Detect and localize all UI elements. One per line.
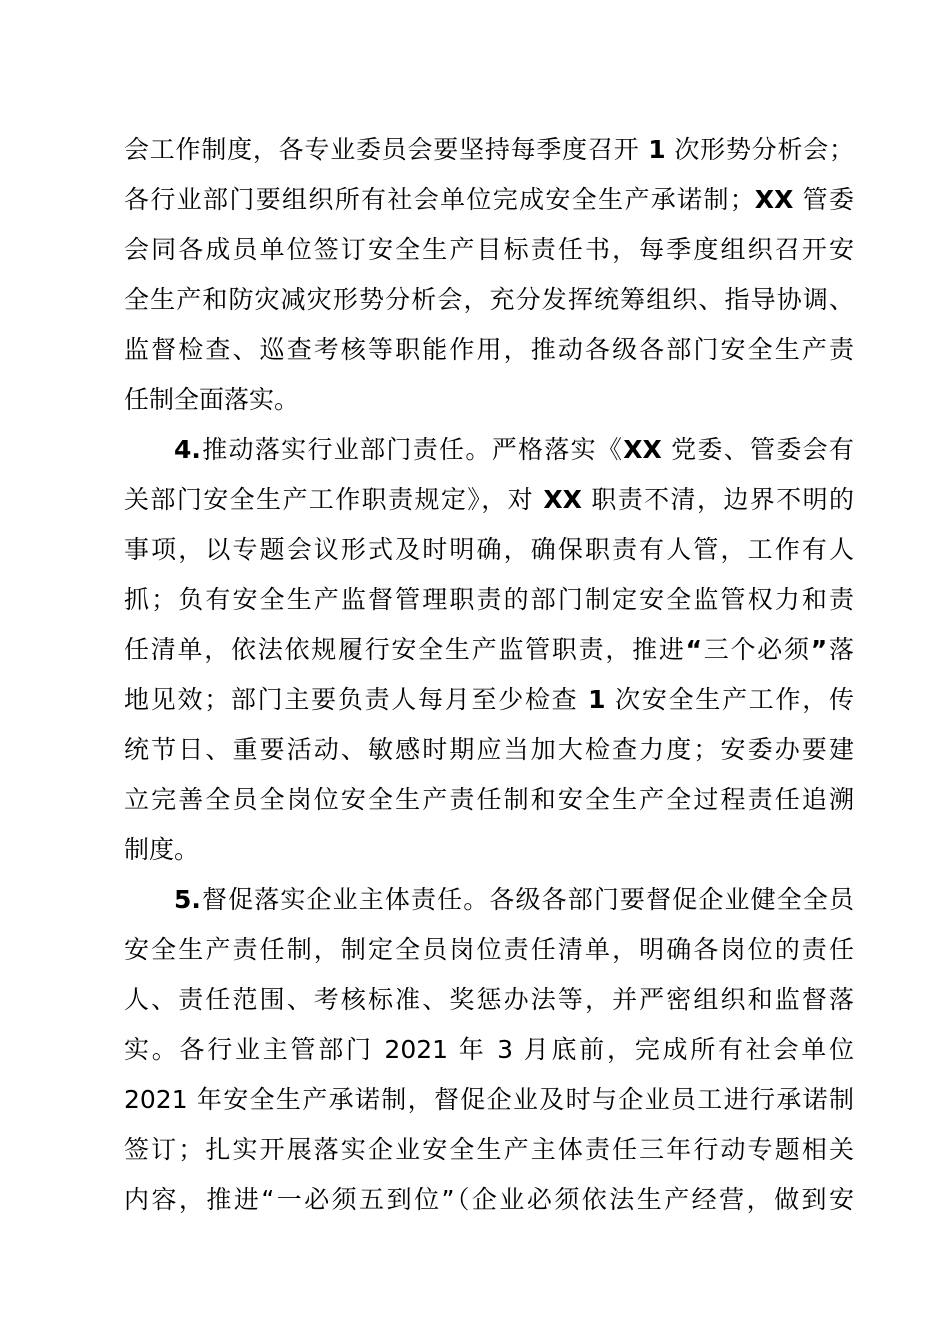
text-run: 全生产和防灾减灾形势分析会，充分发挥统筹组织、指导协调、	[124, 285, 854, 314]
text-line	[124, 525, 854, 575]
text-line	[124, 975, 854, 1025]
bold-run: “	[685, 635, 703, 664]
text-run: 会工作制度，各专业委员会要坚持每季度召开	[124, 135, 649, 164]
text-run: 任制全面落实。	[124, 385, 300, 414]
bold-run: 5.	[174, 885, 201, 914]
text-run: 签订；扎实开展落实企业安全生产主体责任三年行动专题相关	[124, 1135, 854, 1164]
text-run: 管委	[793, 185, 854, 214]
bold-run: XX	[543, 485, 582, 514]
text-line	[124, 125, 854, 175]
text-line	[124, 675, 854, 725]
text-run: 内容，推进“一必须五到位”（企业必须依法生产经营，做到安	[124, 1185, 854, 1214]
text-run: 人、责任范围、考核标准、奖惩办法等，并严密组织和监督落	[124, 985, 854, 1014]
body-text	[124, 125, 854, 1225]
text-run: 督促落实企业主体责任。各级各部门要督促企业健全全员	[200, 885, 854, 914]
text-run: 职责不清，边界不明的	[581, 485, 854, 514]
text-line	[124, 425, 854, 475]
text-run: 党委、管委会有	[661, 435, 854, 464]
text-line	[124, 1175, 854, 1225]
text-line	[124, 575, 854, 625]
bold-run: 1	[648, 135, 666, 164]
text-line	[124, 275, 854, 325]
bold-run: 1	[588, 685, 606, 714]
text-line	[124, 1125, 854, 1175]
text-run: 会同各成员单位签订安全生产目标责任书，每季度组织召开安	[124, 235, 854, 264]
text-line	[124, 825, 854, 875]
text-line	[124, 1025, 854, 1075]
text-line	[124, 775, 854, 825]
bold-run: ”	[810, 635, 828, 664]
bold-run: XX	[623, 435, 662, 464]
text-run: 制度。	[124, 835, 200, 864]
bold-run: XX	[754, 185, 794, 214]
bold-run: 4.	[174, 435, 201, 464]
text-run: 次形势分析会；	[665, 135, 854, 164]
text-line	[124, 225, 854, 275]
text-run: 实。各行业主管部门 2021 年 3 月底前，完成所有社会单位	[124, 1035, 854, 1064]
text-line	[124, 625, 854, 675]
text-run: 统节日、重要活动、敏感时期应当加大检查力度；安委办要建	[124, 735, 854, 764]
text-line	[124, 175, 854, 225]
text-line	[124, 925, 854, 975]
text-run: 地见效；部门主要负责人每月至少检查	[124, 685, 589, 714]
text-run: 落	[827, 635, 854, 664]
text-run: 各行业部门要组织所有社会单位完成安全生产承诺制；	[124, 185, 755, 214]
text-run: 事项，以专题会议形式及时明确，确保职责有人管，工作有人	[124, 535, 854, 564]
text-run: 安全生产责任制，制定全员岗位责任清单，明确各岗位的责任	[124, 935, 854, 964]
text-line	[124, 375, 854, 425]
text-line	[124, 475, 854, 525]
text-run: 立完善全员全岗位安全生产责任制和安全生产全过程责任追溯	[124, 785, 854, 814]
text-line	[124, 325, 854, 375]
text-run: 关部门安全生产工作职责规定》，对	[124, 485, 544, 514]
text-run: 监督检查、巡查考核等职能作用，推动各级各部门安全生产责	[124, 335, 854, 364]
text-run: 2021 年安全生产承诺制，督促企业及时与企业员工进行承诺制	[124, 1085, 854, 1114]
text-run: 推动落实行业部门责任。严格落实《	[200, 435, 624, 464]
text-line	[124, 875, 854, 925]
text-line	[124, 725, 854, 775]
text-run: 抓；负有安全生产监督管理职责的部门制定安全监管权力和责	[124, 585, 854, 614]
text-run: 三个必须	[702, 635, 811, 664]
text-line	[124, 1075, 854, 1125]
text-run: 次安全生产工作，传	[605, 685, 854, 714]
text-run: 任清单，依法依规履行安全生产监管职责，推进	[124, 635, 686, 664]
